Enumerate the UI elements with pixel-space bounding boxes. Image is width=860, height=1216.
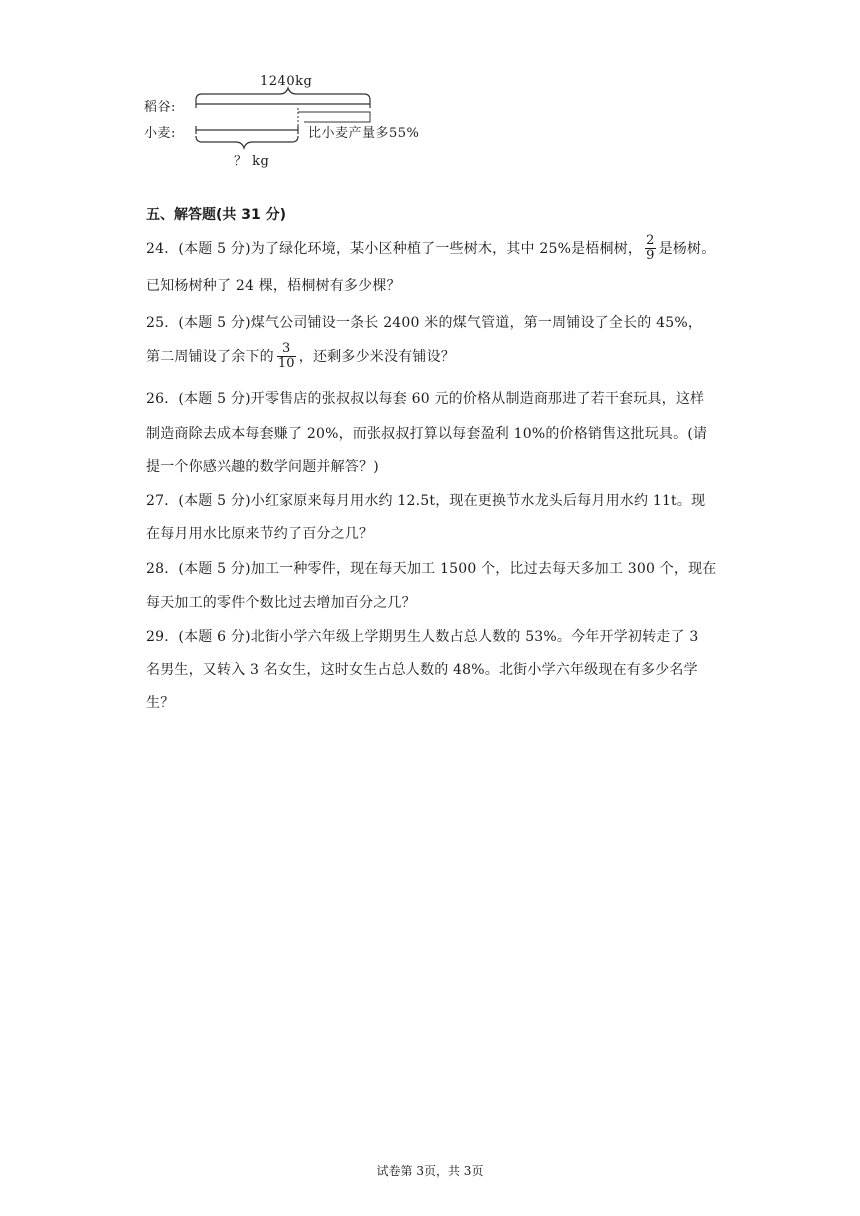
line-segment-diagram bbox=[130, 76, 460, 172]
q29-line2: 名男生，又转入 3 名女生，这时女生占总人数的 48%。北街小学六年级现在有多少名学 bbox=[146, 662, 698, 678]
section-title: 五、解答题(共 31 分) bbox=[146, 207, 287, 223]
wheat-label: 小麦: bbox=[144, 126, 176, 141]
q25-line1: 25．(本题 5 分)煤气公司铺设一条长 2400 米的煤气管道，第一周铺设了全长的 45%， bbox=[146, 315, 703, 331]
top-value: 1240kg bbox=[260, 74, 313, 89]
rice-label: 稻谷: bbox=[144, 100, 176, 115]
q24-text-b: 是杨树。 bbox=[658, 240, 716, 257]
q28-line1: 28．(本题 5 分)加工一种零件，现在每天加工 1500 个，比过去每天多加工 300 个，现在 bbox=[146, 561, 717, 577]
bottom-brace bbox=[196, 136, 298, 148]
q25-fraction bbox=[277, 342, 296, 372]
q28-line2: 每天加工的零件个数比过去增加百分之几？ bbox=[146, 595, 416, 611]
q29-line3: 生？ bbox=[146, 695, 175, 711]
q24-text-a: 24．(本题 5 分)为了绿化环境，某小区种植了一些树木，其中 25%是梧桐树， bbox=[146, 240, 643, 257]
q26-line2: 制造商除去成本每套赚了 20%，而张叔叔打算以每套盈利 10%的价格销售这批玩具。(请 bbox=[146, 426, 708, 442]
q26-line1: 26．(本题 5 分)开零售店的张叔叔以每套 60 元的价格从制造商那进了若干套玩具，这样 bbox=[146, 391, 705, 407]
q25-line2 bbox=[146, 342, 455, 372]
q24-fraction bbox=[645, 234, 655, 264]
extra-bracket bbox=[298, 112, 370, 122]
top-brace bbox=[196, 88, 370, 100]
q26-line3: 提一个你感兴趣的数学问题并解答？) bbox=[146, 459, 379, 475]
q27-line2: 在每月用水比原来节约了百分之几？ bbox=[146, 526, 374, 542]
q27-line1: 27．(本题 5 分)小红家原来每月用水约 12.5t，现在更换节水龙头后每月用水约 11t。现 bbox=[146, 493, 706, 509]
q25-frac-den: 10 bbox=[277, 356, 295, 372]
q29-line1: 29．(本题 6 分)北街小学六年级上学期男生人数占总人数的 53%。今年开学初转走了 3 bbox=[146, 629, 699, 645]
q24-frac-num: 2 bbox=[646, 233, 655, 248]
bottom-value: ？ kg bbox=[234, 154, 270, 169]
q24-frac-den: 9 bbox=[646, 248, 655, 264]
page-footer: 试卷第 3页，共 3页 bbox=[376, 1164, 484, 1178]
q25-text-b: ，还剩多少米没有铺设？ bbox=[298, 348, 455, 365]
q24-line1 bbox=[146, 234, 715, 264]
q25-frac-num: 3 bbox=[277, 342, 296, 357]
q24-line2: 已知杨树种了 24 棵，梧桐树有多少棵？ bbox=[146, 278, 401, 294]
q25-text-a: 第二周铺设了余下的 bbox=[146, 348, 274, 365]
side-note: 比小麦产量多55% bbox=[308, 126, 420, 141]
